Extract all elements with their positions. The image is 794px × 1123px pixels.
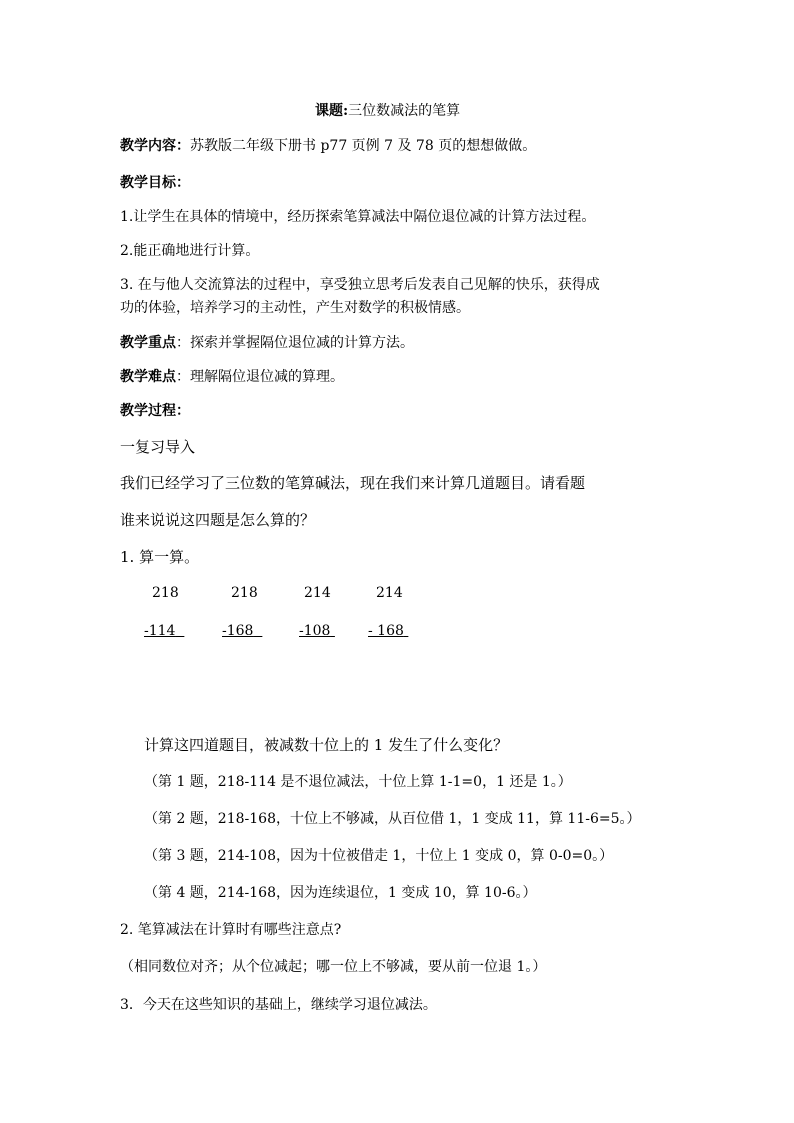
content-line — [120, 135, 536, 155]
question-3: 3．今天在这些知识的基础上，继续学习退位减法。 — [120, 997, 437, 1013]
key-point-text: ：探索并掌握隔位退位减的计算方法。 — [176, 335, 414, 351]
review-heading: 一复习导入 — [120, 438, 196, 456]
content-text: 苏教版二年级下册书 p77 页例 7 及 78 页的想想做做。 — [190, 138, 537, 154]
goal-item: 1.让学生在具体的情境中，经历探索笔算减法中隔位退位减的计算方法过程。 — [120, 209, 596, 225]
difficulty-line — [120, 366, 344, 386]
difficulty-label: 教学难点 — [120, 369, 176, 385]
difficulty-text: ：理解隔位退位减的算理。 — [176, 369, 344, 385]
question-1: 1. 算一算。 — [120, 548, 200, 566]
answer-line: （第 4 题，214-168，因为连续退位，1 变成 10，算 10-6。） — [144, 885, 537, 901]
key-point-line — [120, 332, 414, 352]
change-question: 计算这四道题目，被减数十位上的 1 发生了什么变化？ — [144, 736, 509, 754]
review-intro: 谁来说说这四题是怎么算的？ — [120, 511, 316, 529]
process-label: 教学过程： — [120, 403, 190, 419]
problem-top: 214 — [376, 585, 403, 601]
goals-label: 教学目标： — [120, 175, 190, 191]
problem-bottom: -108 — [299, 623, 331, 639]
problem-top: 218 — [231, 585, 258, 601]
lesson-title — [315, 100, 460, 120]
problem-bottom: - 168 — [368, 623, 404, 639]
problem-top: 214 — [304, 585, 331, 601]
answer-line: （第 3 题，214-108，因为十位被借走 1，十位上 1 变成 0，算 0-0=0。） — [144, 848, 614, 864]
goal-item: 功的体验，培养学习的主动性，产生对数学的积极情感。 — [120, 300, 470, 316]
answer-line: （第 1 题，218-114 是不退位减法，十位上算 1-1=0，1 还是 1。） — [144, 774, 572, 790]
lesson-title-label: 课题: — [315, 103, 349, 119]
lesson-title-text: 三位数减法的笔算 — [348, 103, 461, 119]
content-label: 教学内容： — [120, 138, 190, 154]
problem-bottom: -114 — [144, 623, 176, 639]
question-2-answer: （相同数位对齐；从个位减起；哪一位上不够减，要从前一位退 1。） — [120, 959, 547, 975]
answer-line: （第 2 题，218-168，十位上不够减，从百位借 1，1 变成 11，算 11-6=5。） — [144, 811, 641, 827]
problem-top: 218 — [152, 585, 179, 601]
problem-bottom: -168 — [222, 623, 254, 639]
question-2: 2. 笔算减法在计算时有哪些注意点? — [120, 922, 342, 938]
review-intro: 我们已经学习了三位数的笔算碱法，现在我们来计算几道题目。请看题 — [120, 474, 586, 492]
goal-item: 2.能正确地进行计算。 — [120, 243, 260, 259]
key-point-label: 教学重点 — [120, 335, 176, 351]
goal-item: 3. 在与他人交流算法的过程中，享受独立思考后发表自己见解的快乐，获得成 — [120, 277, 600, 293]
